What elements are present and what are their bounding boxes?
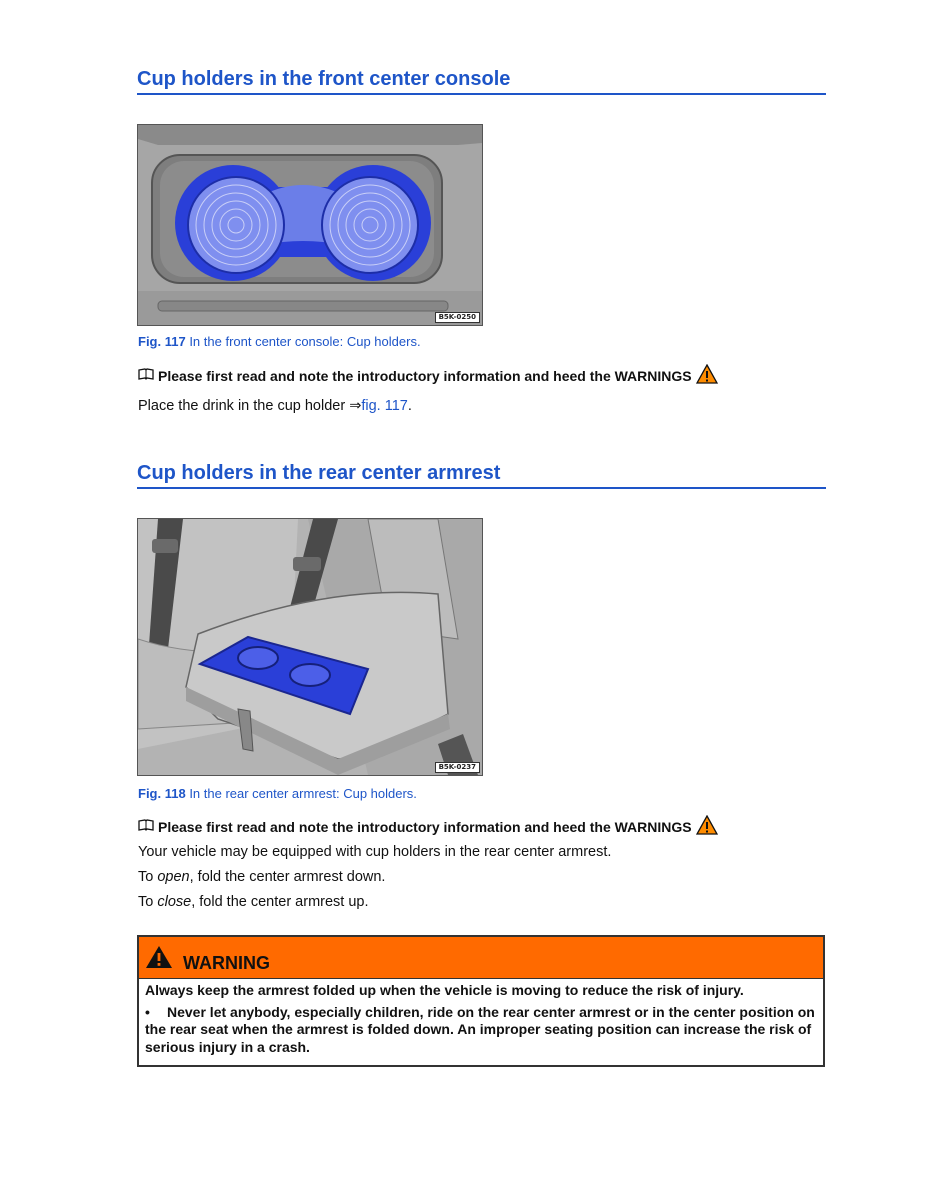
warning-header <box>139 937 823 979</box>
section-title-rear-armrest: Cup holders in the rear center armrest <box>137 462 826 489</box>
warning-line-2: • Never let anybody, especially children, ride on the rear center armrest or in the center position on the rear seat when the armrest is folded down. An improper seating position can increase the risk of serious injury in a crash. <box>145 1003 815 1055</box>
rear-body-line-3: To close, fold the center armrest up. <box>138 894 369 910</box>
book-icon <box>138 818 154 835</box>
warning-title: WARNING <box>183 953 270 973</box>
note-text: Please first read and note the introductory information and heed the WARNINGS <box>158 367 692 384</box>
figure-117-front-cup-holders <box>137 124 483 326</box>
emphasis-close: close <box>157 894 192 910</box>
warning-line-1: Always keep the armrest folded up when the vehicle is moving to reduce the risk of injury. <box>145 982 744 998</box>
warning-body <box>139 979 823 1065</box>
fig-117-link[interactable]: fig. 117 <box>361 398 408 414</box>
figure-code-label: B5K-0237 <box>435 762 480 773</box>
front-body-text: Place the drink in the cup holder ⇒fig. 117. <box>138 398 412 414</box>
emphasis-open: open <box>157 869 190 885</box>
figure-118-rear-cup-holders <box>137 518 483 776</box>
figure-117-caption <box>138 334 421 349</box>
intro-note-2 <box>138 815 718 838</box>
rear-body-line-1: Your vehicle may be equipped with cup holders in the rear center armrest. <box>138 844 612 860</box>
warning-triangle-icon[interactable] <box>696 364 718 387</box>
caption-number: Fig. 118 <box>138 786 186 801</box>
rear-armrest-illustration <box>138 519 482 775</box>
section-title-front-console: Cup holders in the front center console <box>137 68 826 95</box>
warning-triangle-icon[interactable] <box>696 815 718 838</box>
caption-text: In the front center console: Cup holders. <box>185 334 421 349</box>
caption-text: In the rear center armrest: Cup holders. <box>185 786 417 801</box>
bullet: • <box>145 1003 150 1020</box>
rear-body-line-2: To open, fold the center armrest down. <box>138 869 386 885</box>
warning-triangle-icon <box>145 945 173 974</box>
book-icon <box>138 367 154 384</box>
figure-code-label: B5K-0250 <box>435 312 480 323</box>
figure-118-caption <box>138 786 417 801</box>
caption-number: Fig. 117 <box>138 334 186 349</box>
arrow-glyph: ⇒ <box>349 398 362 414</box>
front-console-illustration <box>138 125 482 325</box>
note-text: Please first read and note the introductory information and heed the WARNINGS <box>158 818 692 835</box>
intro-note-1 <box>138 364 718 387</box>
warning-box <box>137 935 825 1067</box>
